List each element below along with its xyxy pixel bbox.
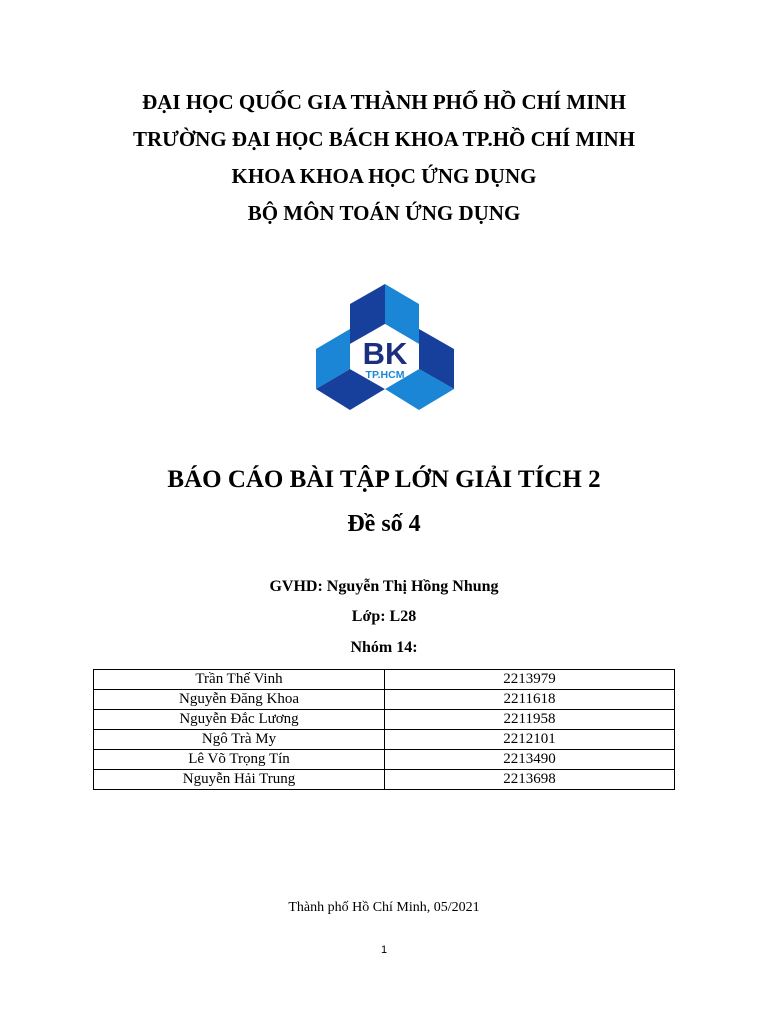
member-name-cell: Nguyễn Đăng Khoa	[94, 690, 385, 710]
page-number: 1	[380, 944, 388, 956]
member-id-cell: 2213698	[385, 770, 675, 790]
class-label: Lớp: L28	[351, 608, 417, 625]
member-name-cell: Lê Võ Trọng Tín	[94, 750, 385, 770]
advisor-label: GVHD: Nguyễn Thị Hồng Nhung	[269, 578, 499, 595]
member-id-cell: 2211958	[385, 710, 675, 730]
header-line-faculty: KHOA KHOA HỌC ỨNG DỤNG	[231, 164, 537, 188]
table-row	[94, 750, 675, 770]
member-name-cell: Nguyễn Đắc Lương	[94, 710, 385, 730]
report-title: BÁO CÁO BÀI TẬP LỚN GIẢI TÍCH 2	[167, 466, 601, 493]
table-row	[94, 670, 675, 690]
member-id-cell: 2212101	[385, 730, 675, 750]
table-row	[94, 770, 675, 790]
header-line-university: ĐẠI HỌC QUỐC GIA THÀNH PHỐ HỒ CHÍ MINH	[142, 90, 626, 114]
member-id-cell: 2211618	[385, 690, 675, 710]
bk-tphcm-logo-icon	[316, 284, 454, 415]
member-name-cell: Ngô Trà My	[94, 730, 385, 750]
university-header	[0, 84, 768, 232]
logo-text-tphcm: TP.HCM	[365, 369, 405, 381]
member-id-cell: 2213490	[385, 750, 675, 770]
table-row	[94, 730, 675, 750]
place-date: Thành phố Hồ Chí Minh, 05/2021	[288, 900, 480, 915]
member-name-cell: Nguyễn Hải Trung	[94, 770, 385, 790]
header-line-school: TRƯỜNG ĐẠI HỌC BÁCH KHOA TP.HỒ CHÍ MINH	[132, 127, 636, 151]
logo-text-bk: BK	[362, 336, 408, 371]
header-line-department: BỘ MÔN TOÁN ỨNG DỤNG	[247, 201, 521, 225]
report-subtitle: Đề số 4	[347, 511, 421, 537]
group-label: Nhóm 14:	[350, 639, 418, 656]
member-name-cell: Trần Thế Vinh	[94, 670, 385, 690]
table-row	[94, 710, 675, 730]
table-row	[94, 690, 675, 710]
member-id-cell: 2213979	[385, 670, 675, 690]
members-table	[93, 669, 675, 790]
